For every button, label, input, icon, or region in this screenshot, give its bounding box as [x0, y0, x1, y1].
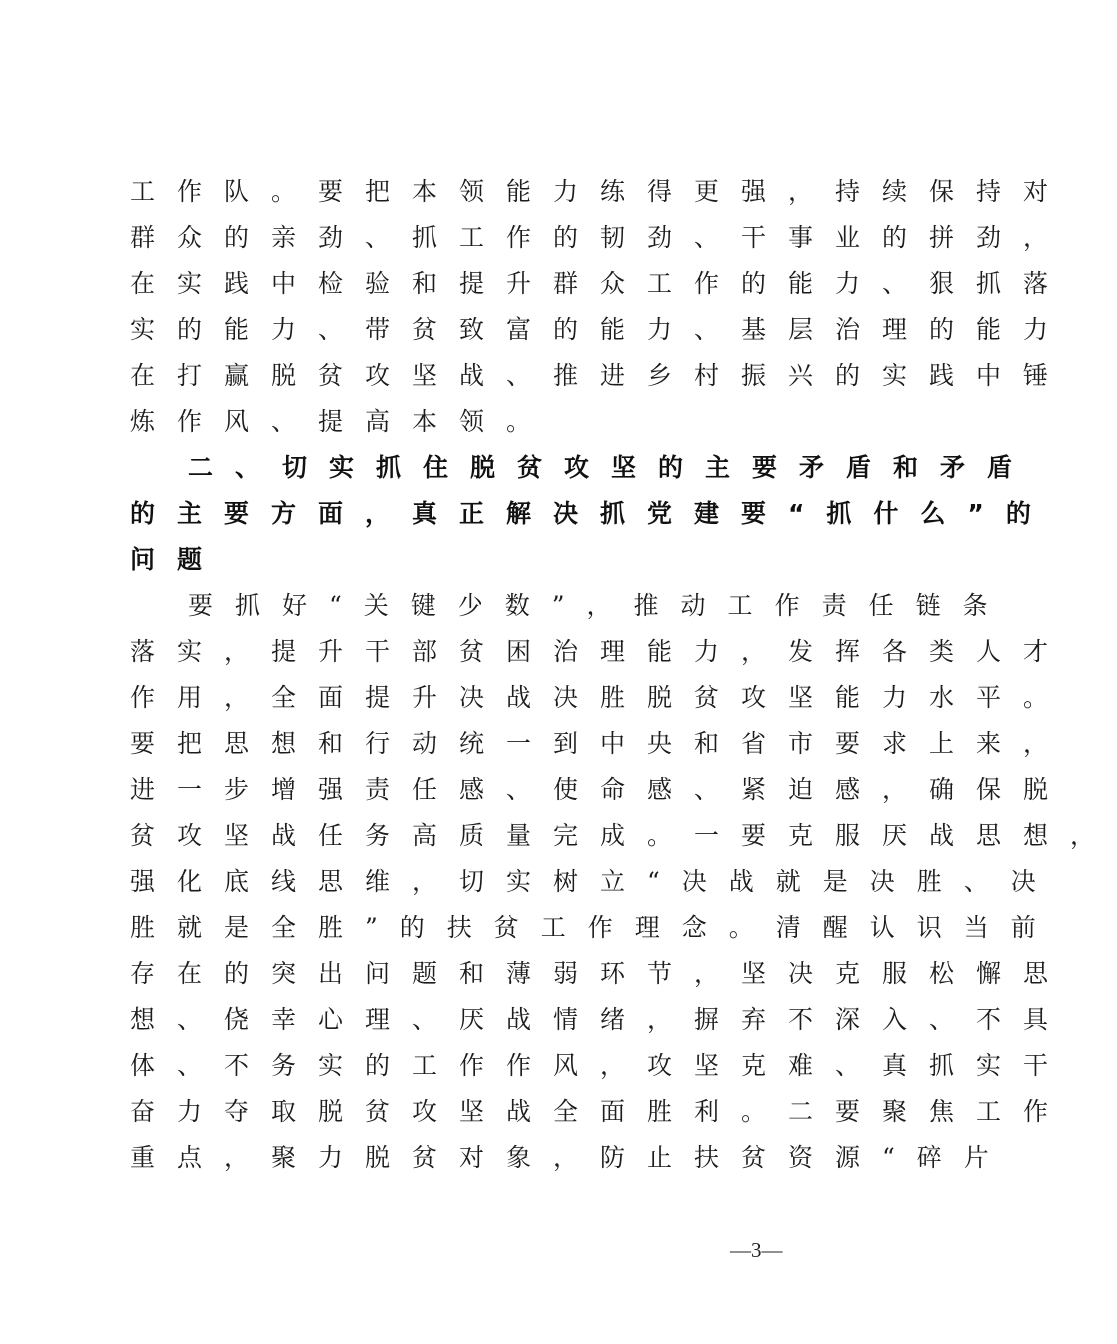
- body-text-line: 作用，全面提升决战决胜脱贫攻坚能力水平。: [130, 683, 1071, 712]
- page-number: —3—: [730, 1238, 783, 1262]
- body-text-line: 要抓好“关键少数”，推动工作责任链条: [188, 591, 1010, 620]
- body-text-line: 胜就是全胜”的扶贫工作理念。清醒认识当前: [130, 913, 1058, 942]
- section-heading-line: 问题: [130, 545, 225, 574]
- body-text-line: 落实，提升干部贫困治理能力，发挥各类人才: [130, 637, 1071, 666]
- body-text-line: 想、侥幸心理、厌战情绪，摒弃不深入、不具: [130, 1005, 1071, 1034]
- body-text-line: 奋力夺取脱贫攻坚战全面胜利。二要聚焦工作: [130, 1097, 1071, 1126]
- body-text-line: 体、不务实的工作作风，攻坚克难、真抓实干: [130, 1051, 1071, 1080]
- body-text-line: 炼作风、提高本领。: [130, 407, 554, 436]
- body-text-line: 工作队。要把本领能力练得更强，持续保持对: [130, 177, 1071, 206]
- body-text-line: 贫攻坚战任务高质量完成。一要克服厌战思想，: [130, 821, 1117, 850]
- section-heading-line: 二、切实抓住脱贫攻坚的主要矛盾和矛盾: [188, 453, 1035, 482]
- body-text-line: 要把思想和行动统一到中央和省市要求上来，: [130, 729, 1071, 758]
- section-heading-line: 的主要方面，真正解决抓党建要“抓什么”的: [130, 499, 1053, 528]
- body-text-line: 实的能力、带贫致富的能力、基层治理的能力: [130, 315, 1071, 344]
- body-text-line: 在打赢脱贫攻坚战、推进乡村振兴的实践中锤: [130, 361, 1071, 390]
- body-text-line: 重点，聚力脱贫对象，防止扶贫资源“碎片: [130, 1143, 1011, 1172]
- body-text-line: 存在的突出问题和薄弱环节，坚决克服松懈思: [130, 959, 1071, 988]
- body-text-line: 进一步增强责任感、使命感、紧迫感，确保脱: [130, 775, 1071, 804]
- body-text-line: 群众的亲劲、抓工作的韧劲、干事业的拼劲，: [130, 223, 1071, 252]
- body-text-line: 强化底线思维，切实树立“决战就是决胜、决: [130, 867, 1058, 896]
- body-text-line: 在实践中检验和提升群众工作的能力、狠抓落: [130, 269, 1071, 298]
